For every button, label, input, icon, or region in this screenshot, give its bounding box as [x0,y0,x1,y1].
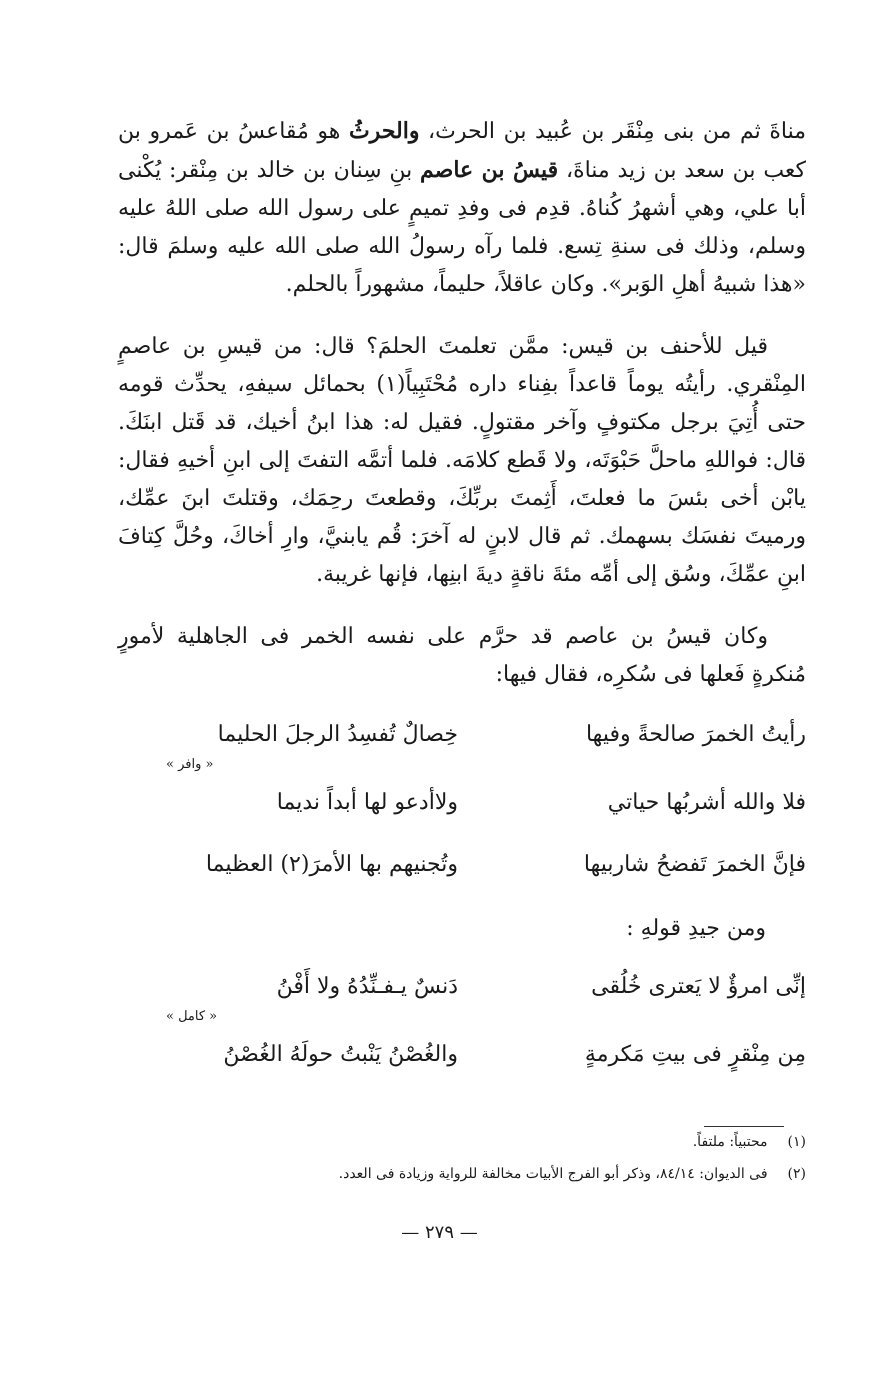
verse [118,784,806,822]
footnote-rule [704,1126,784,1127]
paragraph-2: قيل للأحنف بن قيس: ممَّن تعلمتَ الحلمَ؟ قال: من قيسِ بن عاصمٍ المِنْقري. رأيتُه يوماً قاعداً بفِناء داره مُحْتَبِياً(١) بحمائل سيفهِ، يحدِّث قومه حتى أُتِيَ برجل مكتوفٍ وآخر مقتولٍ. فقيل له: هذا ابنُ أخيك، قد قَتل ابنَكَ. قال: فواللهِ ماحلَّ حَبْوَتَه، ولا قَطع كلامَه. فلما أتمَّه التفتَ إلى ابنِ أخيهِ فقال: يابْن أخى بئسَ ما فعلتَ، أَثِمتَ بربِّكَ، وقطعتَ رحِمَك، وقتلتَ ابنَ عمِّك، ورميتَ نفسَك بسهمك. ثم قال لابنٍ له آخرَ: قُم يابنيَّ، وارِ أخاكَ، وحُلَّ كِتافَ ابنِ عمِّكَ، وسُق إلى أمِّه مئةَ ناقةٍ ديةَ ابنِها، فإنها غريبة. [118,334,807,587]
verse-first-hemistich: فلا والله أشربُها حياتي [607,790,806,815]
page-number: — ٢٧٩ — [401,1222,478,1243]
paragraph-1 [118,112,806,304]
footnote-text: محتبياً: ملتفاً. [692,1134,768,1150]
paragraph-1-after: بنِ سِنان بن خالد بن مِنْقر: يُكْنى أبا علي، وهي أشهرُ كُناهُ. قدِم فى وفدِ تميمٍ على رسول الله صلى اللهُ عليه وسلم، وذلك فى سنةِ تِسع. فلما رآه رسولُ الله صلى الله عليه وسلمَ قال: «هذا شبيهُ أهلِ الوَبر». وكان عاقلاً، حليماً، مشهوراً بالحلم. [118,158,806,297]
paragraph-1-before: مناةَ ثم من بنى مِنْقَر بن عُبيد بن الحرث، [419,119,806,144]
poem-1 [118,716,806,884]
verse [118,846,806,884]
verse-first-hemistich: مِن مِنْقرٍ فى بيتِ مَكرمةٍ [584,1042,806,1067]
verse [118,716,806,754]
verse-first-hemistich: فإنَّ الخمرَ تَفضحُ شاربيها [583,852,806,877]
verse [118,968,806,1006]
verse-second-hemistich: ولاأدعو لها أبداً نديما [276,790,458,815]
verse-first-hemistich: رأيتُ الخمرَ صالحةً وفيها [585,722,806,747]
verse-first-hemistich: إنِّى امرؤٌ لا يَعترى خُلُقى [591,974,806,999]
page-body [118,112,806,1074]
footnote-1 [118,1131,806,1153]
verse-second-hemistich: دَنسٌ يـفـنِّدُهُ ولا أَفْنُ [276,974,458,999]
verse-second-hemistich: والغُصْنُ يَنْبتُ حولَهُ الغُصْنُ [223,1042,458,1067]
verse [118,1036,806,1074]
meter-label: « كامل » [166,1009,218,1024]
paragraph-1-middle: هو مُقاعسُ بن عَمرو بن كعب بن سعد بن زيد مناةَ، [118,119,807,183]
footnote-number: (١) [787,1134,806,1150]
name-al-harith: والحرثُ [348,118,420,144]
poem-2 [118,968,806,1074]
footnotes [118,1126,806,1195]
paragraph-3: وكان قيسُ بن عاصم قد حرَّم على نفسه الخمر فى الجاهلية لأمورٍ مُنكرةٍ فَعلها فى سُكرِه، فقال فيها: [118,624,806,687]
meter-label: « وافر » [166,757,214,772]
footnote-number: (٢) [787,1166,806,1182]
poem-2-intro: ومن جيدِ قولهِ : [626,916,766,941]
name-qays-bin-asim: قيسُ بن عاصم [420,157,559,183]
verse-second-hemistich: وتُجنيهم بها الأمرَ(٢) العظيما [205,852,458,877]
verse-second-hemistich: خِصالٌ تُفسِدُ الرجلَ الحليما [217,722,458,747]
footnote-2 [118,1163,806,1185]
footnote-text: فى الديوان: ٨٤/١٤، وذكر أبو الفرج الأبيات مخالفة للرواية وزيادة فى العدد. [338,1166,768,1182]
